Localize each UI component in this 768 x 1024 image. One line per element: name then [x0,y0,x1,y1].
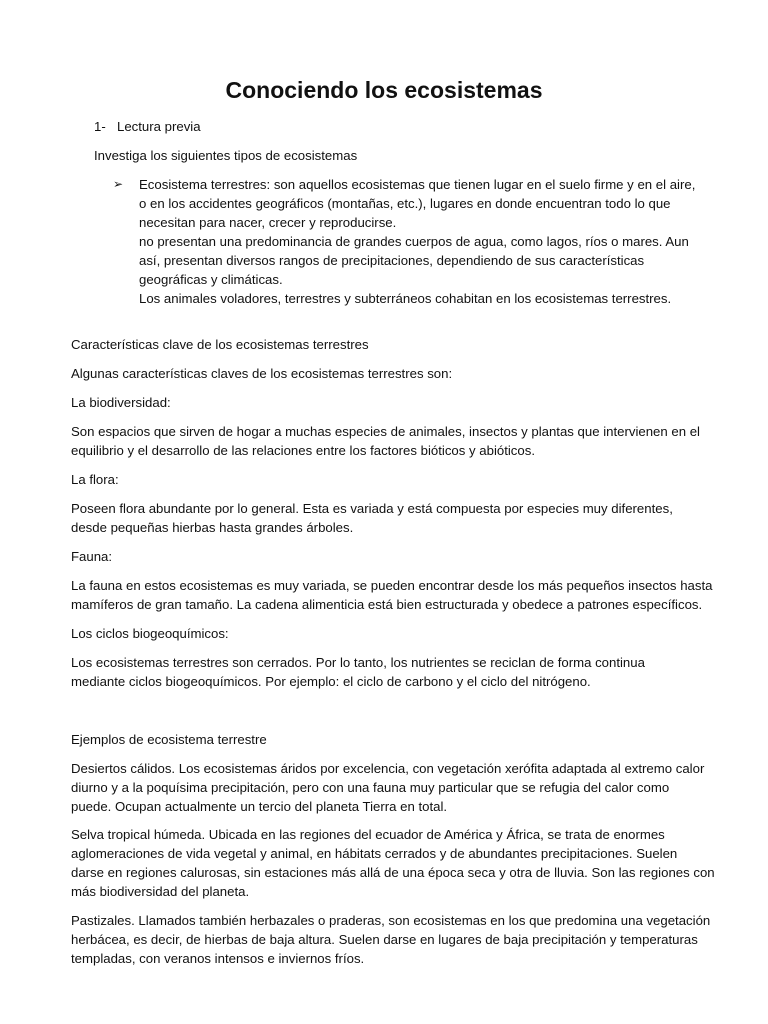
paragraph-line: Selva tropical húmeda. Ubicada en las regiones del ecuador de América y África, se trata de enormes [71,827,665,842]
subheading [71,393,703,412]
subheading [71,624,703,643]
paragraph-line: La fauna en estos ecosistemas es muy variada, se pueden encontrar desde los más pequeños insectos hasta [71,578,713,593]
paragraph [71,422,703,460]
bullet-line: o en los accidentes geográficos (montañas, etc.), lugares en donde encuentran todo lo que [139,196,671,211]
paragraph-line: desde pequeñas hierbas hasta grandes árboles. [71,520,354,535]
paragraph-line: Fauna: [71,549,113,564]
paragraph-line: Algunas características claves de los ecosistemas terrestres son: [71,366,453,381]
arrowhead-bullet-icon: ➢ [113,177,124,191]
intro-text: Investiga los siguientes tipos de ecosistemas [94,148,358,163]
paragraph-line: darse en regiones calurosas, sin estaciones más allá de una época seca y otra de lluvia. Son las regiones con [71,865,715,880]
subheading [71,470,703,489]
bullet-line: necesitan para nacer, crecer y reproducirse. [139,215,397,230]
paragraph-line: La biodiversidad: [71,395,171,410]
paragraph-line: Son espacios que sirven de hogar a muchas especies de animales, insectos y plantas que intervienen en el [71,424,700,439]
paragraph [71,499,703,537]
bullet-line: así, presentan diversos rangos de precipitaciones, dependiendo de sus características [139,253,645,268]
paragraph-line: Los ciclos biogeoquímicos: [71,626,229,641]
page-title: Conociendo los ecosistemas [225,77,543,103]
paragraph-line: más biodiversidad del planeta. [71,884,250,899]
section-heading [71,730,703,749]
paragraph-line: aglomeraciones de vida vegetal y animal, en hábitats cerrados y de abundantes precipitaciones. Suelen [71,846,678,861]
paragraph-line: La flora: [71,472,119,487]
paragraph [71,653,703,691]
section-heading [71,335,703,354]
section-label: Lectura previa [117,119,201,134]
paragraph-line: mediante ciclos biogeoquímicos. Por ejemplo: el ciclo de carbono y el ciclo del nitrógeno. [71,674,591,689]
paragraph-line: equilibrio y el desarrollo de las relaciones entre los factores bióticos y abióticos. [71,443,535,458]
paragraph-line: mamíferos de gran tamaño. La cadena alimenticia está bien estructurada y obedece a patrones específicos. [71,597,703,612]
section-number: 1- [94,119,106,134]
paragraph-line: diurno y a la poquísima precipitación, pero con una fauna muy particular que se refugia del calor como [71,780,670,795]
paragraph [71,825,715,901]
paragraph-line: Los ecosistemas terrestres son cerrados. Por lo tanto, los nutrientes se reciclan de forma continua [71,655,645,670]
paragraph [71,576,713,614]
paragraph-line: Ejemplos de ecosistema terrestre [71,732,267,747]
paragraph [71,364,703,383]
bullet-line: geográficas y climáticas. [139,272,283,287]
bullet-item [139,175,696,308]
paragraph-line: templadas, con veranos intensos e inviernos fríos. [71,951,365,966]
paragraph-line: puede. Ocupan actualmente un tercio del planeta Tierra en total. [71,799,448,814]
paragraph [71,759,703,816]
paragraph-line: Desiertos cálidos. Los ecosistemas áridos por excelencia, con vegetación xerófita adaptada al extremo calor [71,761,705,776]
paragraph-line: Características clave de los ecosistemas terrestres [71,337,369,352]
bullet-line: Ecosistema terrestres: son aquellos ecosistemas que tienen lugar en el suelo firme y en el aire, [139,177,696,192]
paragraph-line: Poseen flora abundante por lo general. Esta es variada y está compuesta por especies muy diferentes, [71,501,673,516]
paragraph-line: herbácea, es decir, de hierbas de baja altura. Suelen darse en lugares de baja precipitación y temperaturas [71,932,698,947]
subheading [71,547,703,566]
paragraph [71,911,711,968]
bullet-line: no presentan una predominancia de grandes cuerpos de agua, como lagos, ríos o mares. Aun [139,234,689,249]
bullet-line: Los animales voladores, terrestres y subterráneos cohabitan en los ecosistemas terrestres. [139,291,672,306]
paragraph-line: Pastizales. Llamados también herbazales o praderas, son ecosistemas en los que predomina una vegetación [71,913,711,928]
